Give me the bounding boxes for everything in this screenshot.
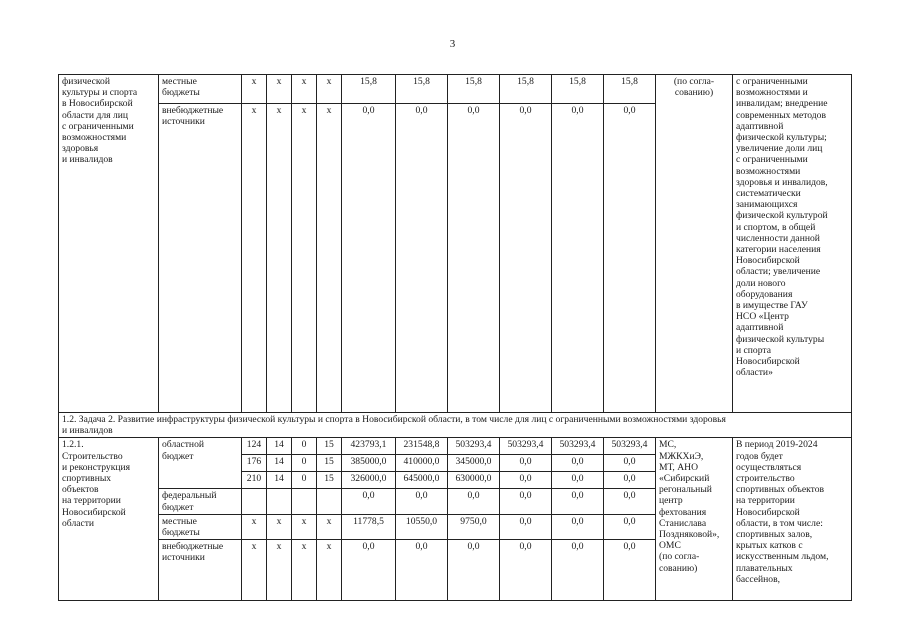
code-cell: 15 [317,438,342,455]
funding-source-cell: местные бюджеты [159,75,242,104]
code-cell: x [267,514,292,539]
table-row [59,413,852,438]
value-cell: 0,0 [396,540,448,601]
value-cell: 0,0 [500,540,552,601]
code-cell: 0 [292,455,317,472]
value-cell: 0,0 [552,472,604,489]
value-cell: 0,0 [396,489,448,514]
value-cell: 0,0 [500,472,552,489]
value-cell: 15,8 [396,75,448,104]
code-cell: 15 [317,472,342,489]
value-cell: 503293,4 [448,438,500,455]
code-cell [292,489,317,514]
value-cell: 0,0 [552,489,604,514]
executor-cell: МС, МЖКХиЭ, МТ, АНО «Сибирский регональный центр фехтования Станислава Поздняковой», ОМС (по согла- сованию) [656,438,733,601]
code-cell: x [292,540,317,601]
value-cell: 0,0 [604,489,656,514]
code-cell: 14 [267,472,292,489]
value-cell: 15,8 [342,75,396,104]
value-cell: 0,0 [604,472,656,489]
task-heading: 1.2. Задача 2. Развитие инфраструктуры физической культуры и спорта в Новосибирской области, в том числе для лиц с ограниченными возможностями здоровья и инвалидов [59,413,852,438]
value-cell: 9750,0 [448,514,500,539]
value-cell: 0,0 [500,104,552,413]
code-cell: 124 [242,438,267,455]
code-cell: x [242,514,267,539]
table-row [59,438,852,455]
code-cell: x [242,75,267,104]
value-cell: 0,0 [448,104,500,413]
code-cell: 14 [267,438,292,455]
code-cell: x [267,540,292,601]
value-cell: 15,8 [552,75,604,104]
code-cell: x [242,104,267,413]
code-cell: x [242,540,267,601]
value-cell: 0,0 [500,514,552,539]
code-cell: x [317,104,342,413]
value-cell: 503293,4 [604,438,656,455]
table-row [59,75,852,104]
value-cell: 15,8 [448,75,500,104]
code-cell: 0 [292,438,317,455]
value-cell: 0,0 [448,489,500,514]
value-cell: 0,0 [342,540,396,601]
event-name-cell: 1.2.1. Строительство и реконструкция спортивных объектов на территории Новосибирской области [59,438,159,601]
value-cell: 345000,0 [448,455,500,472]
value-cell: 0,0 [500,489,552,514]
code-cell [242,489,267,514]
code-cell: x [292,104,317,413]
value-cell: 0,0 [604,514,656,539]
value-cell: 0,0 [552,540,604,601]
code-cell: 176 [242,455,267,472]
page-number: 3 [449,38,456,50]
funding-table [58,74,852,601]
code-cell: 0 [292,472,317,489]
result-cell: В период 2019-2024 годов будет осуществляться строительство спортивных объектов на территории Новосибирской области, в том числе: спортивных залов, крытых катков с искусственным льдом, плавательных бассейнов, [733,438,852,601]
result-cell: с ограниченными возможностями и инвалидам; внедрение современных методов адаптивной физической культуры; увеличение доли лиц с ограниченными возможностями здоровья и инвалидов, систематически занимающихся физической культурой и спортом, в общей численности данной категории населения Новосибирской области; увеличение доли нового оборудования в имуществе ГАУ НСО «Центр адаптивной физической культуры и спорта Новосибирской области» [733,75,852,413]
value-cell: 0,0 [604,540,656,601]
funding-source-cell: местные бюджеты [159,514,242,539]
code-cell: x [267,104,292,413]
code-cell: x [317,75,342,104]
funding-source-cell: областной бюджет [159,438,242,489]
value-cell: 385000,0 [342,455,396,472]
value-cell: 231548,8 [396,438,448,455]
value-cell: 0,0 [342,489,396,514]
value-cell: 410000,0 [396,455,448,472]
value-cell: 0,0 [448,540,500,601]
value-cell: 0,0 [396,104,448,413]
value-cell: 423793,1 [342,438,396,455]
executor-cell: (по согла- сованию) [656,75,733,413]
code-cell: x [317,514,342,539]
value-cell: 0,0 [604,455,656,472]
code-cell: x [292,514,317,539]
code-cell: 14 [267,455,292,472]
value-cell: 0,0 [500,455,552,472]
code-cell: x [317,540,342,601]
funding-source-cell: федеральный бюджет [159,489,242,514]
value-cell: 630000,0 [448,472,500,489]
value-cell: 645000,0 [396,472,448,489]
value-cell: 503293,4 [500,438,552,455]
value-cell: 326000,0 [342,472,396,489]
value-cell: 0,0 [604,104,656,413]
value-cell: 0,0 [552,514,604,539]
value-cell: 15,8 [604,75,656,104]
value-cell: 11778,5 [342,514,396,539]
value-cell: 0,0 [552,104,604,413]
code-cell: 210 [242,472,267,489]
value-cell: 0,0 [342,104,396,413]
code-cell: x [267,75,292,104]
funding-source-cell: внебюджетные источники [159,540,242,601]
value-cell: 10550,0 [396,514,448,539]
code-cell: 15 [317,455,342,472]
value-cell: 15,8 [500,75,552,104]
code-cell: x [292,75,317,104]
value-cell: 503293,4 [552,438,604,455]
value-cell: 0,0 [552,455,604,472]
code-cell [267,489,292,514]
funding-source-cell: внебюджетные источники [159,104,242,413]
event-name-cell: физической культуры и спорта в Новосибирской области для лиц с ограниченными возможностями здоровья и инвалидов [59,75,159,413]
code-cell [317,489,342,514]
